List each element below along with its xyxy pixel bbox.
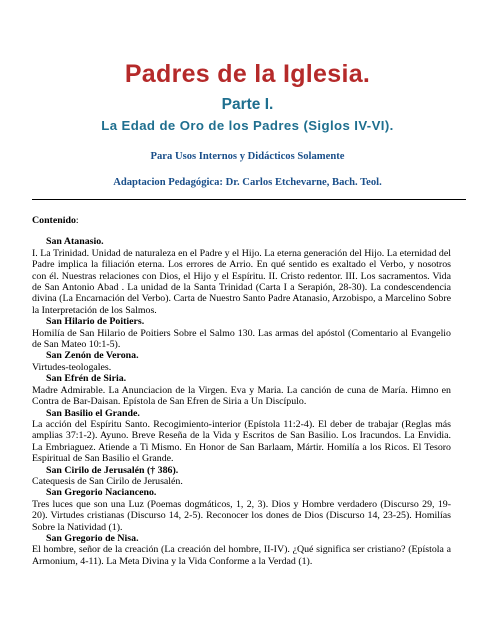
toc-section xyxy=(32,350,451,373)
section-author: San Cirilo de Jerusalén († 386). xyxy=(46,464,179,476)
document-subtitle: La Edad de Oro de los Padres (Siglos IV-VI). xyxy=(101,118,394,133)
horizontal-divider xyxy=(32,199,466,200)
toc-section xyxy=(32,533,451,567)
section-author: San Atanasio. xyxy=(46,236,104,248)
document-title: Padres de la Iglesia. xyxy=(124,60,371,88)
toc-section xyxy=(32,373,451,407)
toc-section xyxy=(32,465,451,488)
contents-label-colon: : xyxy=(75,215,79,226)
usage-note: Para Usos Internos y Didácticos Solamente xyxy=(150,151,345,162)
section-text: Madre Admirable. La Anunciacion de la Virgen. Eva y Maria. La canción de cuna de María. Himno en Contra de Bar-Daisan. Epístola de San Efren de Siria a Un Discípulo. xyxy=(32,384,451,408)
section-author: San Basilio el Grande. xyxy=(46,407,140,419)
section-text: I. La Trinidad. Unidad de naturaleza en el Padre y el Hijo. La eterna generación del Hijo. La eternidad del Padre implica la filiación eterna. Los errores de Arrio. En qué sentido es exaltado el Verbo, y nosotros con él. Nuestras relaciones con Dios, el Hijo y el Espíritu. II. Cristo redentor. III. Los sacramentos. Vida de San Antonio Abad . La unidad de la Santa Trinidad (Carta I a Serapión, 28-30). La condescendencia divina (La Encarnación del Verbo). Carta de Nuestro Santo Padre Atanasio, Arzobispo, a Marcelino Sobre la Interpretación de los Salmos. xyxy=(32,247,451,316)
section-text: Homilía de San Hilario de Poitiers Sobre el Salmo 130. Las armas del apóstol (Comentario al Evangelio de San Mateo 10:1-5). xyxy=(32,327,451,351)
section-text: Tres luces que son una Luz (Poemas dogmáticos, 1, 2, 3). Dios y Hombre verdadero (Discurso 29, 19-20). Virtudes cristianas (Discurso 14, 2-5). Reconocer los dones de Dios (Discurso 14, 23-25). Homilías Sobre la Natividad (1). xyxy=(32,498,451,533)
part-heading: Parte I. xyxy=(221,96,274,113)
section-author: San Efrén de Siria. xyxy=(46,373,127,385)
section-author: San Zenón de Verona. xyxy=(46,350,139,362)
section-author: San Hilario de Poitiers. xyxy=(46,316,145,328)
section-author: San Gregorio de Nisa. xyxy=(46,532,139,544)
toc-section xyxy=(32,316,451,350)
section-text: La acción del Espíritu Santo. Recogimiento-interior (Epístola 11:2-4). El deber de trabajar (Reglas más amplias 37:1-2). Ayuno. Breve Reseña de la Vida y Escritos de San Basilio. Los Iracundos. La Envidia. La Embriaguez. Atiende a Ti Mismo. En Honor de San Barlaam, Mártir. Homilía a los Ricos. El Tesoro Espiritual de San Basilio el Grande. xyxy=(32,418,451,465)
section-text: Virtudes-teologales. xyxy=(32,361,112,373)
contents-label xyxy=(32,215,451,226)
section-text: Catequesis de San Cirilo de Jerusalén. xyxy=(32,475,183,487)
section-author: San Gregorio Nacianceno. xyxy=(46,487,157,499)
adaptation-note: Adaptacion Pedagógica: Dr. Carlos Etchevarne, Bach. Teol. xyxy=(113,177,382,188)
toc-section xyxy=(32,236,451,316)
toc-section xyxy=(32,487,451,533)
section-text: El hombre, señor de la creación (La creación del hombre, II-IV). ¿Qué significa ser cristiano? (Epístola a Armonium, 4-11). La Meta Divina y la Vida Conforme a la Verdad (1). xyxy=(32,544,451,567)
toc-section xyxy=(32,408,451,465)
table-of-contents xyxy=(32,215,451,567)
contents-label-text: Contenido xyxy=(32,215,76,226)
